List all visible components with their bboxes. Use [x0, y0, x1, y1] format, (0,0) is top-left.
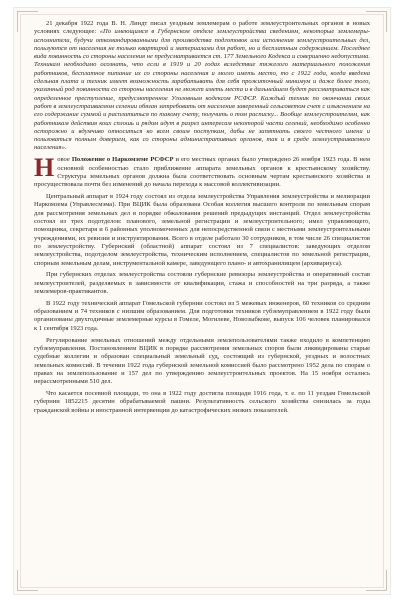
body-paragraph: Регулирование земельных отношений между отдельными землепользователями также входило в компетенцию губземуправления. Постановлением ВЦИК в порядке рассмотрения земельных споров были ликвидированы старые судебные коллегии и образован специальный земельный суд, состоящий из губернской, уездных и волостных земельных комиссий. В течении 1922 года губернской земельной комиссией было рассмотрено 1952 дела по спорам о правах на землепользование и 157 дел по утверждению землеустроительных проектов. На 15 ноября остались нерассмотренными 510 дел.: [34, 336, 370, 386]
corner-ornament: [17, 570, 38, 591]
corner-ornament: [366, 570, 387, 591]
intro-quote: «По имеющимся в Губернском отделе землеустройства сведениям, некоторые землемеры-исполнители, будучи откомандированными для производства подготовок или исполнения землеустроительных дел, пользуются от населения не только квартирой и материалами для работ, но и бесплатным содержанием. Последнее вида повинность со стороны населения не предусматривается ст. 177 Земельного Кодекса и совершенно недопустима. Техникам необходимо осознать, что если в 1919 и 20 годах вследствие тяжелого материального положения работников, бесплатное питание их со стороны населения и могло иметь место, то с 1922 года, когда введена сдельная плата и техник имеет возможность зарабатывать для себя прожиточный минимум и даже более того, указанный род повинности со стороны населения не может иметь места и в дальнейшем будет рассматриваться как определенное преступление, предусмотренное Уголовным кодексом РСФСР. Каждый техник по окончании своих работ в землеустраиваемом селении обязан затребовать от населения заверенный сельсоветом счет с изъяснением на его содержание суммой и расплатиться по такому счету, получить о том расписку... Вообще землеустроителям, как работникам действия коих сплошь и рядом идут в разрез интересам некоторой части селений, необходимо особенно осторожно и вдумчиво относиться ко всем своим поступкам, дабы не запятнать своего честного имени и пользоваться полным доверием, как со стороны административных органов, так и в среде землеустраиваемого населения».: [34, 28, 370, 152]
drop-cap: Н: [34, 153, 55, 183]
body-paragraph: При губернских отделах землеустройства состояли губернские ревизоры землеустройства и оперативный состав землеустроителей, разделяемых в зависимости от квалификации, стажа и способностей на три разряда, а также землемеров-практикантов.: [34, 271, 370, 295]
intro-text: 21 декабря 1922 года В. Н. Линдт писал уездным землемерам о работе землеустроительных органов в новых условиях следующее:: [34, 20, 370, 36]
body-paragraph: Что касается посевной площади, то она в 1922 году достигла площади 1916 года, т. е. по 11 уездам Гомельской губернии 1852215 десятин обрабатываемой пашни. Результативность сельского хозяйства снизилась за годы гражданской войны и иностранной интервенции до катастрофических низких показателей.: [34, 390, 370, 414]
body-paragraph: Центральный аппарат в 1924 году состоял из отдела землеустройства Управления землеустройства и мелиорации Наркомзема (Управлесмэма). При ВЦИК была образована Особая коллегия высшего контроля по земельным спорам для рассмотрения земельных дел в порядке обжалования решений предыдущих инстанций. Отдел землеустройства состоял из трех подотделов: планового, земельной регистрации и землеустроительного; имел управляющего, помощника, секретаря и 6 районных уполномоченных для непосредственной связи с местными землеустроительными учреждениями, их ревизии и инструктирования. Всего в отделе работало 30 сотрудников, в том числе 26 специалистов по землеустройству. Губернский (областной) аппарат состоял из 7 специалистов: заведующих отделом землеустройства, подотделом землеустройства, техническим исполнением, специалистов по земельной регистрации, спорным земельным делам, инструментальной камере, заведующего плано- и автохранилищем (архивариуса).: [34, 193, 370, 267]
paragraph-prefix: овое: [57, 156, 72, 164]
book-page: [14, 8, 390, 594]
article-body: [34, 20, 370, 415]
section-paragraph: [34, 153, 370, 189]
paragraph-bold-title: Положение о Наркомземе РСФСР: [71, 156, 174, 164]
intro-paragraph: [34, 20, 370, 153]
body-paragraph: В 1922 году технический аппарат Гомельской губернии состоял из 5 межевых инженеров, 60 техников со средним образованием и 74 техников с низшим образованием. Для подготовки техников губземуправлением в 1922 году были организованы двухгодичные землемерные курсы в Гомеле, Могилеве, Новозыбкове, выпуск 106 человек планировался к 1 сентября 1923 года.: [34, 299, 370, 332]
paragraph-rest: и его местных органах было утверждено 26 ноября 1923 года. В нем основной особенностью стало приближение аппарата земельных органов к крестьянскому хозяйству. Структура земельных органов должна была соответствовать основным чертам крестьянского хозяйства и просуществовала почти без изменений до начала перехода к массовой коллективизации.: [34, 156, 370, 189]
